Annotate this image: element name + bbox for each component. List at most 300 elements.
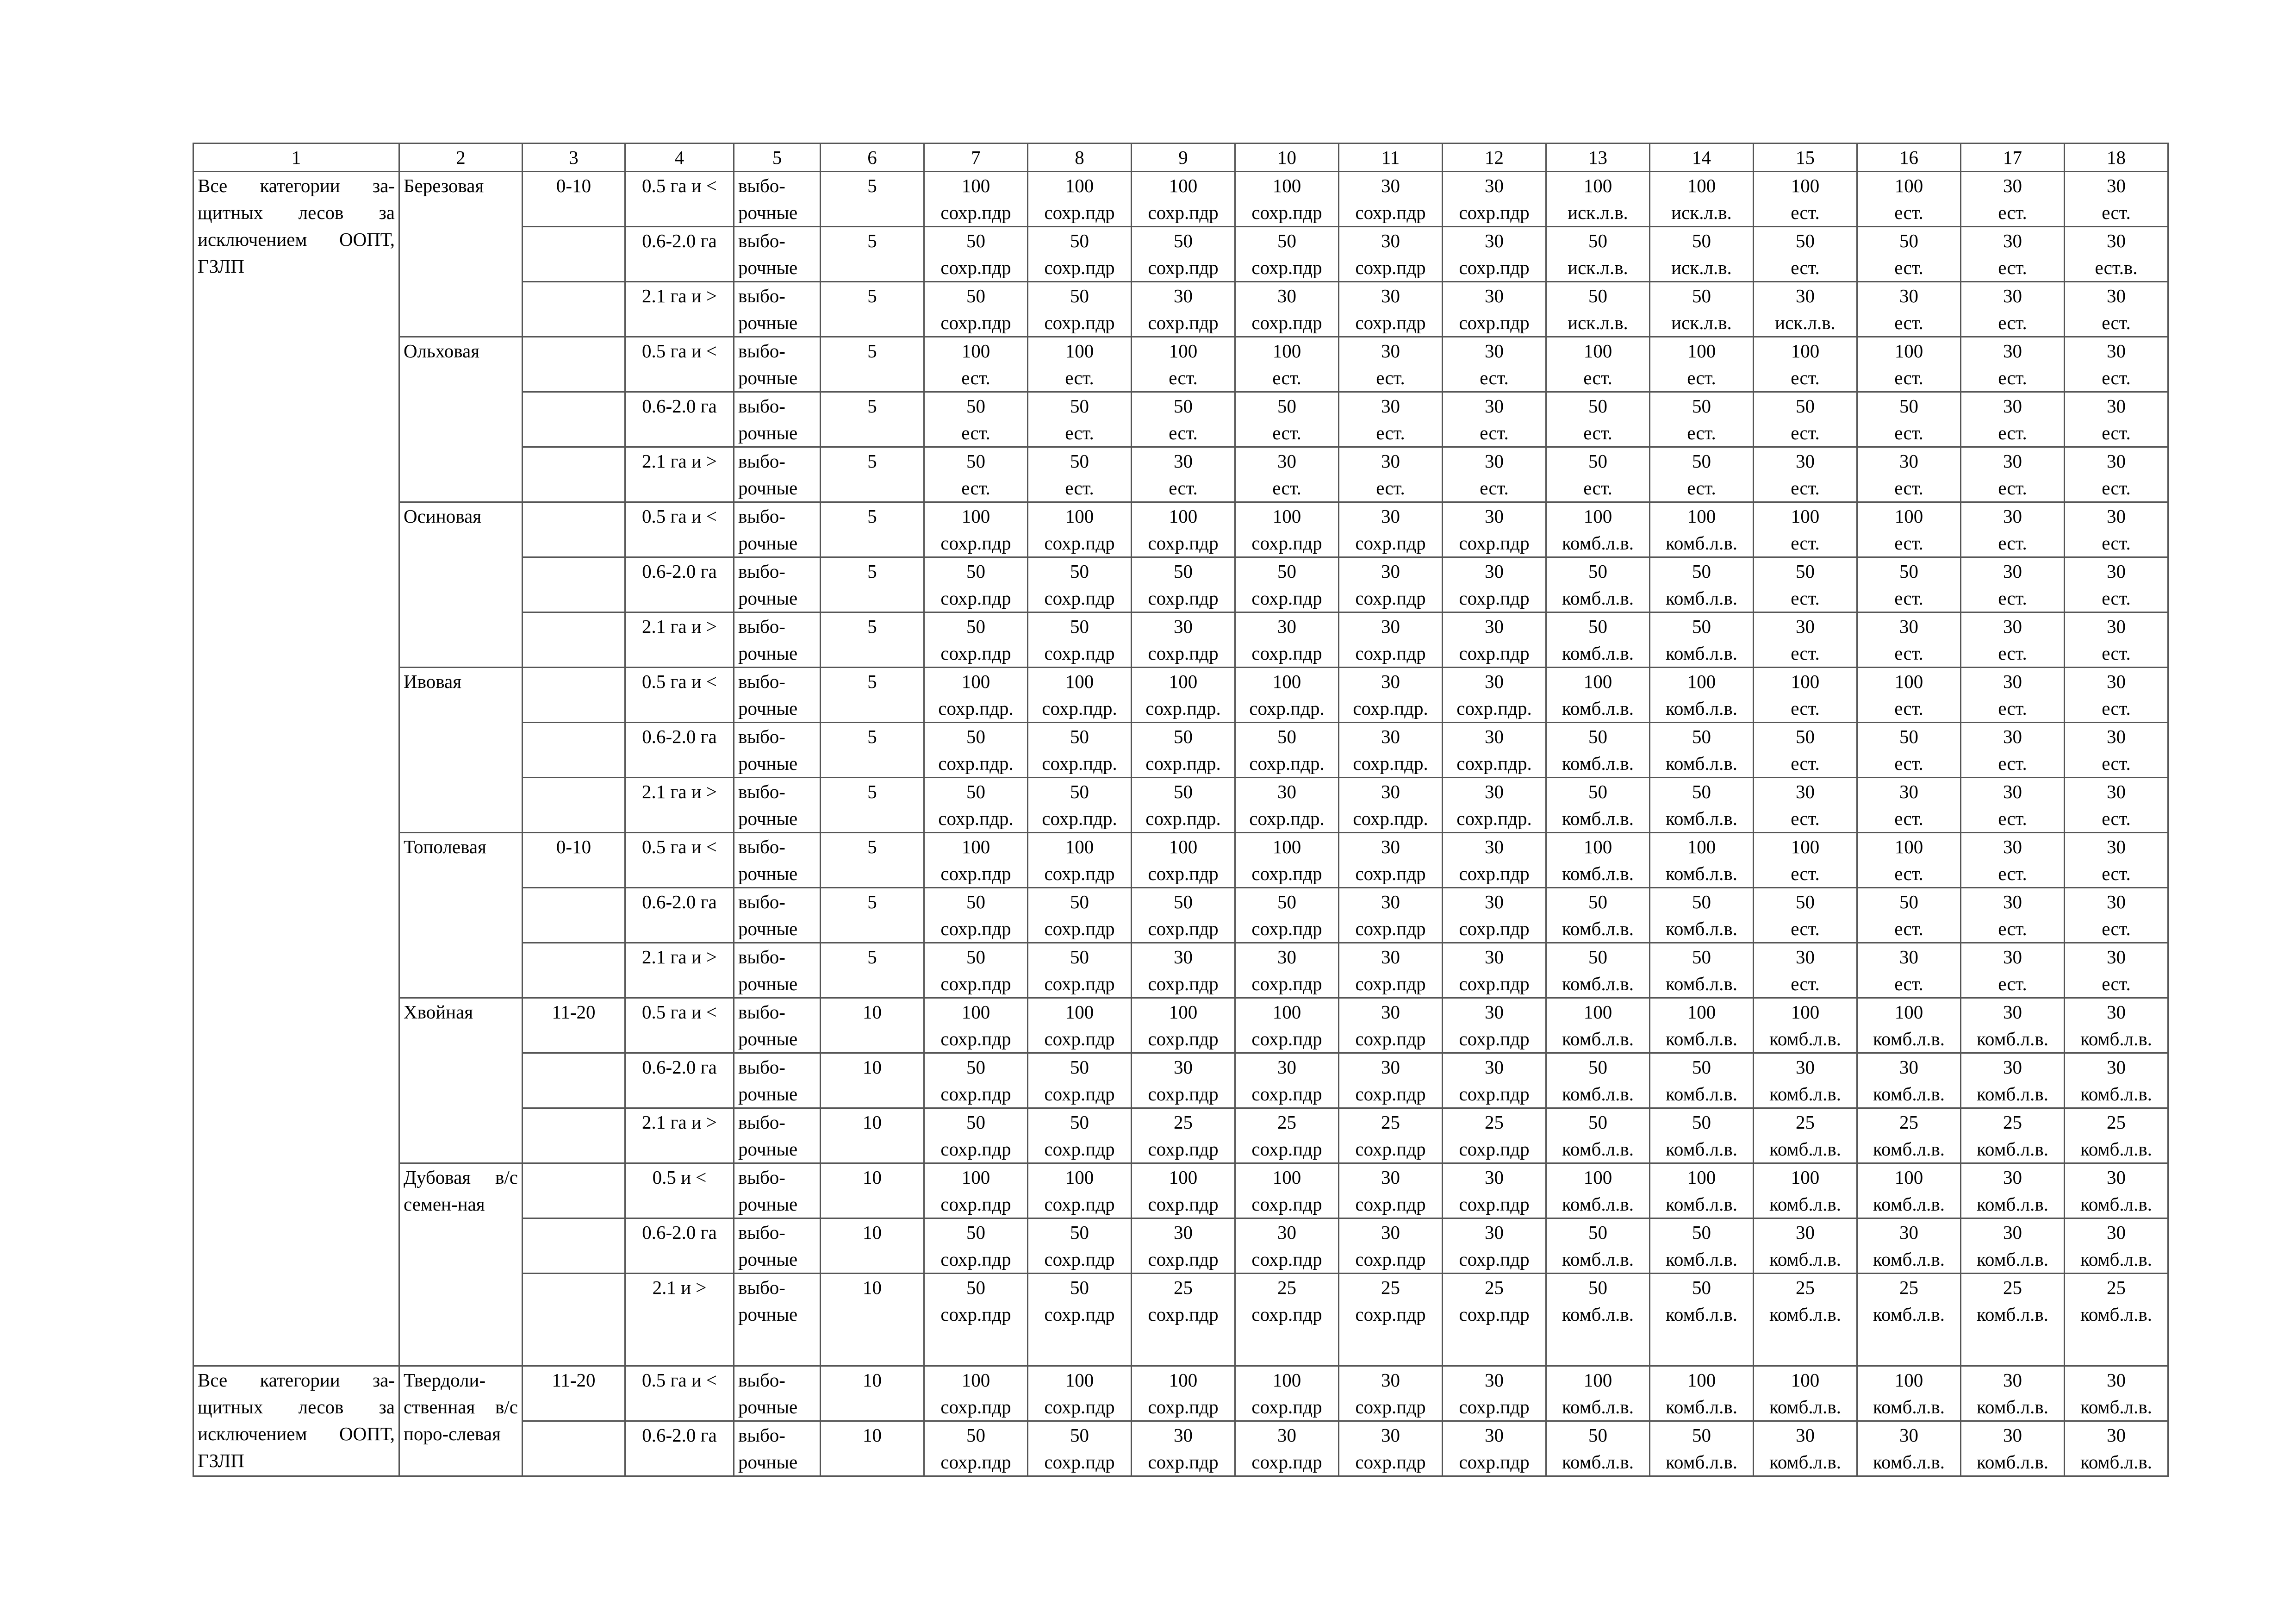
value-method: комб.л.в. (1873, 1451, 1945, 1473)
value-method: ест. (1894, 698, 1923, 719)
value-number: 50 (1692, 781, 1711, 802)
value-method: ест. (1376, 367, 1405, 388)
value-method: сохр.пдр (940, 587, 1011, 609)
value-method: ест. (1998, 257, 2027, 278)
value-method: ест. (1791, 422, 1820, 443)
value-method: сохр.пдр (1355, 1451, 1426, 1473)
cut-type-text: рочные (738, 643, 798, 664)
cut-type-text: рочные (738, 1396, 798, 1418)
value-number: 50 (1588, 1424, 1607, 1446)
value-number: 50 (1796, 561, 1815, 582)
value-method: ест. (1791, 477, 1820, 499)
value-method: сохр.пдр (1459, 643, 1530, 664)
column-header: 16 (1857, 144, 1961, 172)
value-number: 50 (1070, 230, 1089, 251)
value-number: 30 (1485, 946, 1504, 968)
value-method: сохр.пдр (1251, 643, 1322, 664)
value-cell (1857, 502, 1961, 557)
value-method: сохр.пдр (940, 532, 1011, 554)
value-number: 100 (1583, 175, 1612, 196)
value-cell (1961, 392, 2065, 447)
cut-type-cell (734, 1053, 821, 1108)
value-cell (924, 943, 1028, 998)
value-number: 100 (1065, 671, 1094, 692)
value-cell (1339, 282, 1443, 337)
value-number: 50 (966, 1277, 985, 1298)
value-cell (1339, 833, 1443, 888)
value-number: 50 (1899, 891, 1918, 912)
value-cell (1857, 337, 1961, 392)
value-number: 50 (1070, 561, 1089, 582)
value-cell (1235, 1274, 1339, 1366)
value-cell (2065, 1274, 2168, 1366)
value-cell (1857, 888, 1961, 943)
value-method: комб.л.в. (1769, 1138, 1841, 1160)
value-method: комб.л.в. (2080, 1138, 2152, 1160)
cut-type-cell (734, 1366, 821, 1421)
value-method: сохр.пдр (1044, 863, 1115, 884)
cut-type-text: выбо- (738, 1056, 785, 1078)
value-cell (2065, 1108, 2168, 1163)
value-method: сохр.пдр. (1353, 808, 1428, 829)
value-number: 50 (1796, 395, 1815, 417)
category-cell: Все категории за-щитных лесов за исключением ООПТ, ГЗЛП (193, 1366, 399, 1476)
value-cell (1754, 1218, 1857, 1274)
value-method: ест. (1894, 532, 1923, 554)
cut-type-text: выбо- (738, 175, 785, 196)
table-body (193, 144, 2168, 1476)
value-method: сохр.пдр (1148, 202, 1219, 223)
col6-cell: 5 (821, 447, 924, 502)
value-number: 50 (1692, 891, 1711, 912)
value-cell (1546, 998, 1650, 1053)
value-method: комб.л.в. (1873, 1193, 1945, 1215)
value-method: комб.л.в. (1769, 1304, 1841, 1325)
value-cell (1339, 998, 1443, 1053)
value-number: 50 (1277, 561, 1296, 582)
value-number: 100 (1791, 175, 1820, 196)
value-cell (1443, 172, 1546, 227)
value-number: 50 (966, 781, 985, 802)
value-cell (1235, 778, 1339, 833)
value-method: сохр.пдр (1251, 202, 1322, 223)
value-cell (1028, 557, 1132, 612)
value-cell (1546, 778, 1650, 833)
value-cell (1235, 392, 1339, 447)
value-method: комб.л.в. (1562, 1304, 1634, 1325)
value-number: 50 (1174, 561, 1193, 582)
value-method: сохр.пдр (940, 973, 1011, 994)
value-cell (1339, 668, 1443, 723)
value-method: ест. (1894, 202, 1923, 223)
cut-type-text: выбо- (738, 671, 785, 692)
value-method: комб.л.в. (1562, 808, 1634, 829)
value-cell (1961, 337, 2065, 392)
column-header: 15 (1754, 144, 1857, 172)
value-cell (1235, 1108, 1339, 1163)
value-cell (1546, 392, 1650, 447)
value-cell (1339, 392, 1443, 447)
value-method: ест. (1272, 367, 1301, 388)
area-cell: 2.1 га и > (625, 282, 734, 337)
value-cell (1754, 1053, 1857, 1108)
age-cell (523, 943, 625, 998)
area-cell: 0.6-2.0 га (625, 1421, 734, 1476)
value-cell (1132, 1218, 1235, 1274)
cut-type-text: выбо- (738, 285, 785, 306)
value-number: 100 (1583, 836, 1612, 857)
value-cell (924, 1366, 1028, 1421)
value-cell (1857, 282, 1961, 337)
value-number: 25 (1899, 1277, 1918, 1298)
value-cell (924, 888, 1028, 943)
value-cell (1235, 833, 1339, 888)
value-method: сохр.пдр. (1145, 808, 1221, 829)
value-number: 50 (1174, 781, 1193, 802)
cut-type-text: выбо- (738, 1112, 785, 1133)
column-header: 10 (1235, 144, 1339, 172)
area-cell: 0.6-2.0 га (625, 723, 734, 778)
value-method: комб.л.в. (1666, 587, 1737, 609)
value-cell (1754, 1274, 1857, 1366)
cut-type-text: выбо- (738, 450, 785, 472)
value-cell (1132, 612, 1235, 668)
area-cell: 0.6-2.0 га (625, 888, 734, 943)
value-number: 100 (1791, 671, 1820, 692)
value-cell (1443, 337, 1546, 392)
value-cell (1961, 1218, 2065, 1274)
value-method: комб.л.в. (2080, 1193, 2152, 1215)
value-method: ест. (1998, 698, 2027, 719)
value-number: 100 (1169, 1167, 1198, 1188)
value-number: 100 (1583, 1001, 1612, 1023)
value-number: 50 (1588, 230, 1607, 251)
age-cell (523, 227, 625, 282)
age-cell (523, 392, 625, 447)
age-cell: 0-10 (523, 833, 625, 888)
value-number: 100 (961, 1167, 990, 1188)
value-number: 100 (1583, 1369, 1612, 1391)
value-number: 30 (1796, 1056, 1815, 1078)
value-cell (1650, 172, 1754, 227)
cut-type-text: рочные (738, 367, 798, 388)
value-number: 30 (1796, 285, 1815, 306)
value-number: 30 (1485, 285, 1504, 306)
value-method: комб.л.в. (1666, 1138, 1737, 1160)
area-cell: 2.1 га и > (625, 1108, 734, 1163)
value-number: 100 (961, 506, 990, 527)
value-cell (1650, 943, 1754, 998)
value-method: комб.л.в. (1769, 1193, 1841, 1215)
cut-type-cell (734, 337, 821, 392)
value-cell (1028, 502, 1132, 557)
value-cell (1546, 612, 1650, 668)
value-cell (1235, 1163, 1339, 1218)
age-cell (523, 778, 625, 833)
value-method: иск.л.в. (1671, 202, 1732, 223)
cut-type-text: выбо- (738, 1001, 785, 1023)
value-method: сохр.пдр (1044, 532, 1115, 554)
value-cell (1546, 723, 1650, 778)
value-method: иск.л.в. (1568, 257, 1628, 278)
value-method: сохр.пдр (940, 918, 1011, 939)
value-cell (1235, 668, 1339, 723)
value-method: ест. (1791, 698, 1820, 719)
value-method: сохр.пдр. (1249, 808, 1325, 829)
value-method: сохр.пдр (1148, 532, 1219, 554)
value-number: 30 (1796, 616, 1815, 637)
value-method: ест. (2102, 753, 2131, 774)
value-number: 50 (1174, 395, 1193, 417)
value-method: ест. (1791, 973, 1820, 994)
value-method: комб.л.в. (1977, 1249, 2048, 1270)
forest-type-cell: Хвойная (399, 998, 523, 1163)
value-method: сохр.пдр (940, 312, 1011, 333)
value-number: 50 (966, 1222, 985, 1243)
value-number: 50 (1070, 1112, 1089, 1133)
value-number: 30 (1277, 1222, 1296, 1243)
value-cell (1443, 723, 1546, 778)
value-cell (924, 1108, 1028, 1163)
value-cell (1235, 447, 1339, 502)
value-number: 50 (1692, 946, 1711, 968)
value-number: 30 (1485, 891, 1504, 912)
value-number: 25 (1277, 1277, 1296, 1298)
value-method: ест. (1998, 753, 2027, 774)
value-method: ест. (1791, 587, 1820, 609)
value-number: 30 (1381, 1222, 1400, 1243)
value-cell (1857, 1274, 1961, 1366)
value-number: 30 (2003, 340, 2022, 362)
value-number: 30 (1381, 285, 1400, 306)
value-method: комб.л.в. (1562, 1451, 1634, 1473)
value-method: комб.л.в. (1769, 1083, 1841, 1105)
value-method: сохр.пдр (1148, 1396, 1219, 1418)
cut-type-text: рочные (738, 532, 798, 554)
value-number: 50 (1588, 395, 1607, 417)
value-cell (924, 1274, 1028, 1366)
value-number: 50 (1277, 891, 1296, 912)
value-method: комб.л.в. (1873, 1138, 1945, 1160)
value-number: 30 (1485, 1369, 1504, 1391)
cut-type-cell (734, 998, 821, 1053)
value-cell (1857, 612, 1961, 668)
cut-type-cell (734, 778, 821, 833)
col6-cell: 5 (821, 833, 924, 888)
cut-type-text: рочные (738, 1138, 798, 1160)
cut-type-cell (734, 668, 821, 723)
value-number: 50 (966, 891, 985, 912)
value-method: ест. (1894, 477, 1923, 499)
value-method: сохр.пдр (1355, 257, 1426, 278)
value-method: ест. (1169, 477, 1198, 499)
value-cell (1028, 943, 1132, 998)
value-number: 100 (1894, 1369, 1923, 1391)
value-cell (1339, 172, 1443, 227)
forest-type-cell: Тополевая (399, 833, 523, 998)
value-method: ест. (1791, 643, 1820, 664)
area-cell: 0.5 га и < (625, 172, 734, 227)
value-number: 25 (2003, 1112, 2022, 1133)
col6-cell: 5 (821, 227, 924, 282)
value-number: 25 (2003, 1277, 2022, 1298)
cut-type-text: рочные (738, 863, 798, 884)
value-method: комб.л.в. (2080, 1083, 2152, 1105)
value-method: сохр.пдр (1459, 532, 1530, 554)
table-row (193, 998, 2168, 1053)
value-number: 50 (966, 561, 985, 582)
value-cell (1546, 557, 1650, 612)
value-cell (1961, 778, 2065, 833)
value-number: 30 (1485, 616, 1504, 637)
value-number: 30 (1485, 836, 1504, 857)
value-method: сохр.пдр (1459, 312, 1530, 333)
value-method: сохр.пдр (1459, 257, 1530, 278)
value-number: 50 (1588, 561, 1607, 582)
value-cell (1443, 1366, 1546, 1421)
cut-type-cell (734, 227, 821, 282)
value-method: ест. (1791, 202, 1820, 223)
forest-type-cell: Дубовая в/с семен-ная (399, 1163, 523, 1366)
value-cell (1132, 943, 1235, 998)
area-cell: 0.5 га и < (625, 1366, 734, 1421)
value-cell (1028, 612, 1132, 668)
column-header: 12 (1443, 144, 1546, 172)
value-method: сохр.пдр (1251, 1451, 1322, 1473)
value-number: 100 (1272, 175, 1301, 196)
value-cell (1028, 1163, 1132, 1218)
value-method: ест. (2102, 698, 2131, 719)
value-cell (1132, 1274, 1235, 1366)
value-cell (1857, 668, 1961, 723)
value-method: ест. (2102, 532, 2131, 554)
value-number: 30 (2003, 561, 2022, 582)
value-number: 25 (1899, 1112, 1918, 1133)
cut-type-cell (734, 557, 821, 612)
value-method: комб.л.в. (2080, 1304, 2152, 1325)
value-method: сохр.пдр (1148, 312, 1219, 333)
value-cell (1235, 227, 1339, 282)
cut-type-text: выбо- (738, 1424, 785, 1446)
value-cell (1339, 557, 1443, 612)
value-method: комб.л.в. (1562, 1028, 1634, 1049)
value-cell (1857, 778, 1961, 833)
value-cell (1339, 1421, 1443, 1476)
value-number: 30 (1485, 175, 1504, 196)
value-number: 30 (1381, 946, 1400, 968)
value-method: комб.л.в. (1562, 643, 1634, 664)
value-cell (1132, 337, 1235, 392)
value-method: сохр.пдр (1148, 1138, 1219, 1160)
cut-type-cell (734, 392, 821, 447)
value-method: сохр.пдр. (1042, 753, 1117, 774)
value-cell (1132, 1108, 1235, 1163)
value-number: 50 (1588, 1277, 1607, 1298)
value-method: ест. (1687, 422, 1716, 443)
value-cell (924, 833, 1028, 888)
value-cell (1546, 1274, 1650, 1366)
col6-cell: 5 (821, 282, 924, 337)
area-cell: 2.1 га и > (625, 943, 734, 998)
value-method: ест. (1998, 643, 2027, 664)
value-number: 50 (1070, 1277, 1089, 1298)
value-method: сохр.пдр (1251, 863, 1322, 884)
value-method: сохр.пдр. (1249, 698, 1325, 719)
col6-cell: 5 (821, 612, 924, 668)
value-number: 30 (2003, 450, 2022, 472)
age-cell (523, 723, 625, 778)
value-number: 50 (1588, 285, 1607, 306)
value-number: 50 (966, 1424, 985, 1446)
value-cell (1339, 1366, 1443, 1421)
cut-type-text: рочные (738, 698, 798, 719)
value-number: 100 (1894, 1167, 1923, 1188)
value-method: сохр.пдр (1148, 1193, 1219, 1215)
value-method: сохр.пдр (1251, 312, 1322, 333)
value-method: сохр.пдр (1355, 863, 1426, 884)
value-cell (2065, 833, 2168, 888)
value-cell (1650, 1163, 1754, 1218)
value-cell (1650, 1218, 1754, 1274)
cut-type-text: выбо- (738, 1277, 785, 1298)
value-method: ест. (2102, 918, 2131, 939)
value-number: 30 (1485, 671, 1504, 692)
value-number: 25 (1796, 1277, 1815, 1298)
value-cell (1443, 998, 1546, 1053)
value-method: комб.л.в. (1666, 1193, 1737, 1215)
cut-type-text: рочные (738, 587, 798, 609)
value-method: сохр.пдр (940, 1138, 1011, 1160)
value-method: сохр.пдр (1251, 1083, 1322, 1105)
value-number: 50 (1692, 1112, 1711, 1133)
forest-type-cell: Твердоли-ственная в/с поро-слевая (399, 1366, 523, 1476)
value-cell (1028, 833, 1132, 888)
value-number: 100 (1169, 506, 1198, 527)
value-method: сохр.пдр. (1353, 753, 1428, 774)
value-number: 50 (1070, 450, 1089, 472)
cut-type-cell (734, 1421, 821, 1476)
cut-type-text: рочные (738, 808, 798, 829)
value-cell (1339, 227, 1443, 282)
value-cell (1857, 1108, 1961, 1163)
value-cell (1754, 1108, 1857, 1163)
cut-type-cell (734, 172, 821, 227)
value-number: 50 (1070, 616, 1089, 637)
category-cell: Все категории за-щитных лесов за исключением ООПТ, ГЗЛП (193, 172, 399, 1366)
value-method: комб.л.в. (1666, 918, 1737, 939)
value-method: сохр.пдр (940, 1028, 1011, 1049)
value-method: сохр.пдр (1044, 312, 1115, 333)
value-cell (1443, 557, 1546, 612)
value-cell (1546, 1163, 1650, 1218)
value-cell (1132, 1366, 1235, 1421)
value-cell (1339, 943, 1443, 998)
value-cell (2065, 612, 2168, 668)
value-cell (1235, 557, 1339, 612)
cut-type-text: выбо- (738, 1369, 785, 1391)
value-number: 100 (1687, 340, 1716, 362)
value-cell (2065, 172, 2168, 227)
col6-cell: 5 (821, 888, 924, 943)
value-method: сохр.пдр (1251, 1193, 1322, 1215)
header-row (193, 144, 2168, 172)
value-number: 30 (2003, 1167, 2022, 1188)
value-method: ест. (1376, 477, 1405, 499)
value-cell (924, 778, 1028, 833)
value-number: 30 (2003, 1222, 2022, 1243)
value-cell (1443, 227, 1546, 282)
value-cell (1754, 282, 1857, 337)
